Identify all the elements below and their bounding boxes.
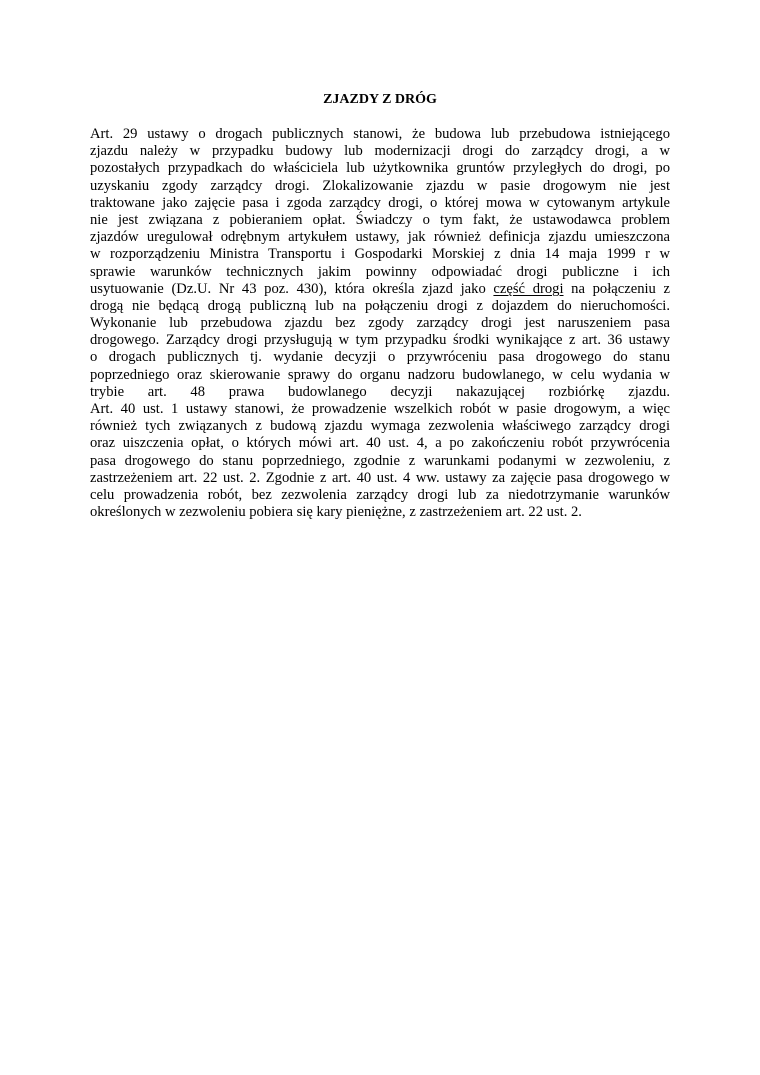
body-line-19: oraz uiszczenia opłat, o których mówi art. 40 ust. 4, a po zakończeniu robót przywrócenia (90, 435, 670, 452)
document-title: ZJAZDY Z DRÓG (323, 92, 437, 107)
body-line-4: uzyskaniu zgody zarządcy drogi. Zlokalizowanie zjazdu w pasie drogowym nie jest (90, 177, 670, 194)
body-line-3: pozostałych przypadkach do właściciela lub użytkownika gruntów przyległych do drogi, po (90, 160, 670, 177)
body-line-10 (90, 281, 670, 298)
body-line-17: Art. 40 ust. 1 ustawy stanowi, że prowadzenie wszelkich robót w pasie drogowym, a więc (90, 401, 670, 417)
body-line-11: drogą nie będącą drogą publiczną lub na połączeniu drogi z dojazdem do nieruchomości. (90, 297, 670, 314)
body-line-9: sprawie warunków technicznych jakim powinny odpowiadać drogi publiczne i ich (90, 263, 670, 280)
body-line-7: zjazdów uregulował odrębnym artykułem ustawy, jak również definicja zjazdu umieszczona (90, 229, 670, 246)
body-line-2: zjazdu należy w przypadku budowy lub modernizacji drogi do zarządcy drogi, a w (90, 143, 670, 160)
body-line-16: trybie art. 48 prawa budowlanego decyzji nakazującej rozbiórkę zjazdu. (90, 383, 670, 400)
line-10-before-text: usytuowanie (Dz.U. Nr 43 poz. 430), która określa zjazd jako (90, 280, 494, 297)
body-line-1: Art. 29 ustawy o drogach publicznych stanowi, że budowa lub przebudowa istniejącego (90, 126, 670, 142)
body-line-20: pasa drogowego do stanu poprzedniego, zgodnie z warunkami podanymi w zezwoleniu, z (90, 452, 670, 469)
body-line-15: poprzedniego oraz skierowanie sprawy do organu nadzoru budowlanego, w celu wydania w (90, 366, 670, 383)
body-line-12: Wykonanie lub przebudowa zjazdu bez zgody zarządcy drogi jest naruszeniem pasa (90, 315, 670, 332)
body-line-13: drogowego. Zarządcy drogi przysługują w tym przypadku środki wynikające z art. 36 ustawy (90, 332, 670, 349)
body-line-18: również tych związanych z budową zjazdu wymaga zezwolenia właściwego zarządcy drogi (90, 418, 670, 435)
body-line-8: w rozporządzeniu Ministra Transportu i Gospodarki Morskiej z dnia 14 maja 1999 r w (90, 246, 670, 263)
body-line-5: traktowane jako zajęcie pasa i zgoda zarządcy drogi, o której mowa w cytowanym artykule (90, 194, 670, 211)
body-line-21: zastrzeżeniem art. 22 ust. 2. Zgodnie z art. 40 ust. 4 ww. ustawy za zajęcie pasa drogowego w (90, 469, 670, 486)
line-10-after-text: na połączeniu z (563, 280, 670, 297)
document-body (90, 126, 670, 521)
body-line-22: celu prowadzenia robót, bez zezwolenia zarządcy drogi lub za niedotrzymanie warunków (90, 486, 670, 503)
czesc-drogi-link[interactable]: część drogi (493, 280, 564, 297)
body-line-14: o drogach publicznych tj. wydanie decyzji o przywróceniu pasa drogowego do stanu (90, 349, 670, 366)
body-line-6: nie jest związana z pobieraniem opłat. Świadczy o tym fakt, że ustawodawca problem (90, 211, 670, 228)
body-line-23: określonych w zezwoleniu pobiera się kary pieniężne, z zastrzeżeniem art. 22 ust. 2. (90, 504, 582, 521)
